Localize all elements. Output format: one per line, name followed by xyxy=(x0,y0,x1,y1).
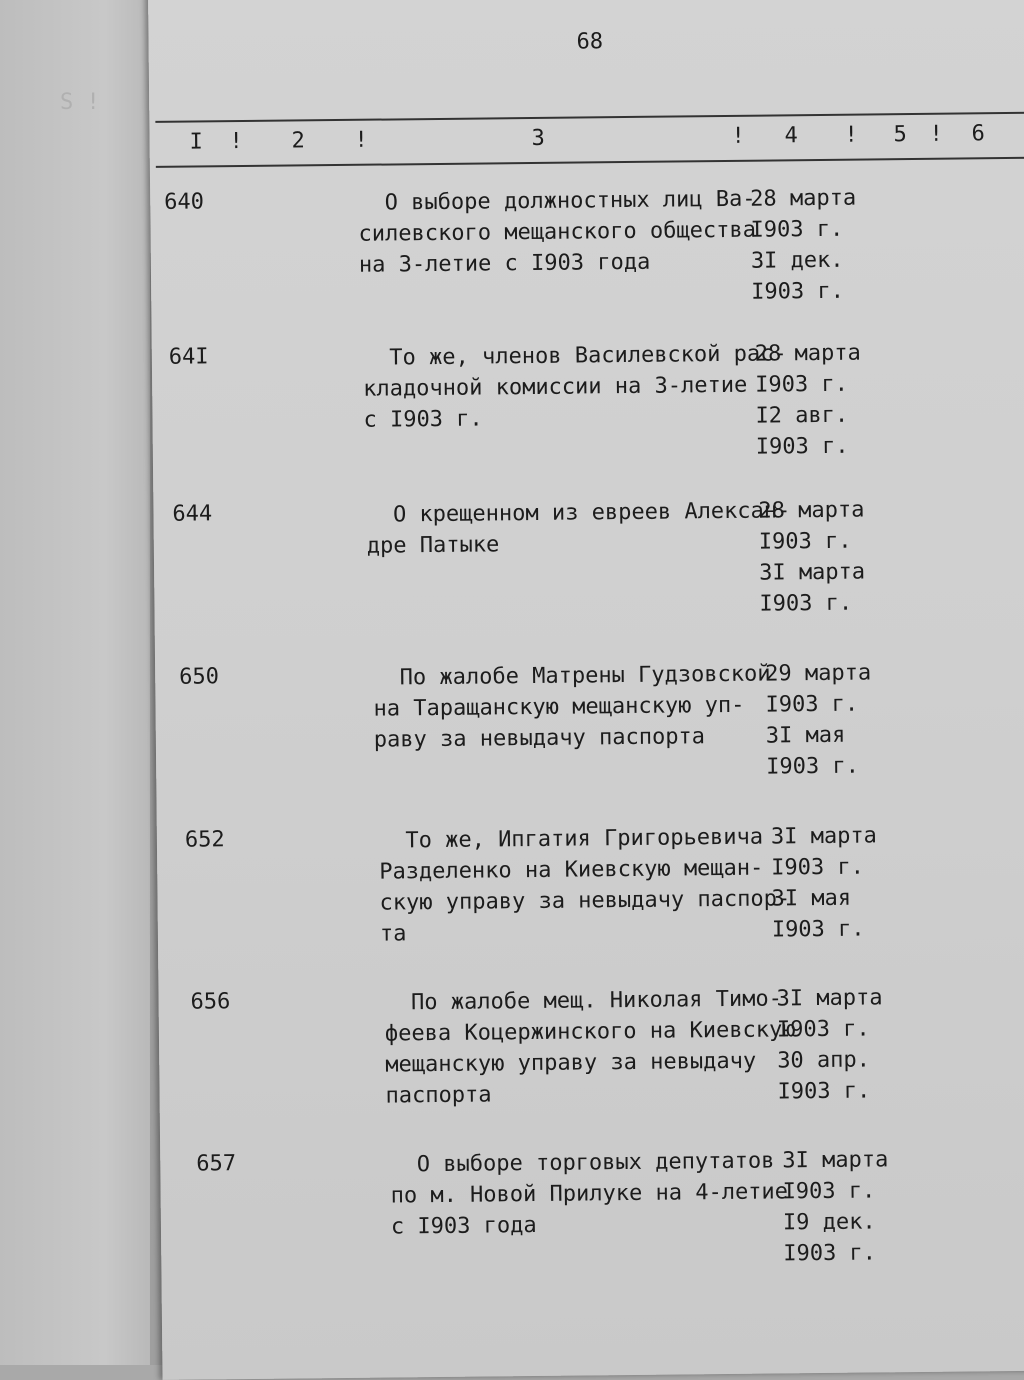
date-line: 29 марта xyxy=(765,660,872,687)
description-line: на 3-летие с I903 года xyxy=(358,249,651,278)
case-number: 657 xyxy=(196,1151,237,1177)
date-line: I903 г. xyxy=(783,1240,877,1267)
column-separator: ! xyxy=(929,121,943,147)
description-line: скую управу за невыдачу паспор- xyxy=(379,886,791,916)
page-number: 68 xyxy=(576,29,604,55)
description-line: раву за невыдачу паспорта xyxy=(373,724,706,753)
date-line: 28 марта xyxy=(758,497,865,524)
description-line: на Таращанскую мещанскую уп- xyxy=(373,692,745,722)
case-number: 656 xyxy=(190,989,231,1015)
case-dates xyxy=(758,494,899,619)
description-line: По жалобе мещ. Николая Тимо- xyxy=(384,986,783,1016)
case-number: 652 xyxy=(184,827,225,853)
date-line: I903 г. xyxy=(765,691,859,718)
date-line: 3I мая xyxy=(771,885,852,912)
date-line: I903 г. xyxy=(766,753,860,780)
column-separator: ! xyxy=(229,129,243,155)
column-separator: ! xyxy=(731,123,745,149)
description-line: То же, Ипгатия Григорьевича xyxy=(378,824,764,854)
date-line: 30 апр. xyxy=(777,1047,871,1074)
case-description xyxy=(358,184,759,281)
column-header-4: 4 xyxy=(784,123,798,149)
date-line: I9 дек. xyxy=(782,1209,876,1236)
description-line: О выборе должностных лиц Ва- xyxy=(358,186,756,216)
date-line: I903 г. xyxy=(782,1178,876,1205)
table-row xyxy=(158,492,1024,651)
description-line: та xyxy=(379,921,407,947)
date-line: I903 г. xyxy=(777,1078,871,1105)
case-number: 640 xyxy=(164,189,205,215)
case-number: 64I xyxy=(168,344,209,370)
description-line: с I903 года xyxy=(390,1212,537,1240)
case-description xyxy=(373,658,774,755)
case-description xyxy=(366,496,791,562)
table-row xyxy=(150,181,1024,340)
description-line: кладочной комиссии на 3-летие xyxy=(363,372,748,402)
case-dates xyxy=(750,182,891,307)
date-line: 3I мая xyxy=(765,722,846,749)
column-header-6: 6 xyxy=(971,121,985,147)
date-line: I2 авг. xyxy=(755,402,849,429)
date-line: 3I марта xyxy=(776,985,883,1012)
case-description xyxy=(384,983,796,1111)
case-dates xyxy=(765,657,906,782)
description-line: феева Коцержинского на Киевскую xyxy=(384,1017,796,1047)
document-page xyxy=(148,0,1024,1380)
date-line: 3I марта xyxy=(759,559,866,586)
description-line: с I903 г. xyxy=(363,406,483,433)
description-line: То же, членов Василевской рас- xyxy=(362,341,787,371)
case-dates xyxy=(771,820,912,945)
case-number: 650 xyxy=(179,664,220,690)
table-row xyxy=(165,655,1024,814)
date-line: I903 г. xyxy=(751,278,845,305)
date-line: I903 г. xyxy=(759,590,853,617)
case-dates xyxy=(755,337,896,462)
column-separator: ! xyxy=(844,122,858,148)
description-line: по м. Новой Прилуке на 4-летие xyxy=(390,1179,789,1209)
description-line: паспорта xyxy=(385,1082,492,1109)
case-description xyxy=(390,1145,791,1242)
column-separator: ! xyxy=(354,127,368,153)
table-row xyxy=(155,336,1024,495)
case-dates xyxy=(782,1144,923,1269)
header-rule-bottom xyxy=(156,157,1024,168)
table-row xyxy=(176,980,1024,1139)
case-description xyxy=(378,821,791,949)
case-dates xyxy=(776,982,917,1107)
faint-mark: S ! xyxy=(60,90,100,115)
column-header-1: I xyxy=(189,129,203,155)
table-row xyxy=(182,1142,1024,1301)
date-line: 3I дек. xyxy=(750,247,844,274)
column-header-2: 2 xyxy=(291,128,305,154)
date-line: I903 г. xyxy=(755,371,849,398)
description-line: Разделенко на Киевскую мещан- xyxy=(379,855,764,885)
case-description xyxy=(362,339,787,436)
date-line: I903 г. xyxy=(771,916,865,943)
description-line: дре Патыке xyxy=(366,532,500,559)
date-line: I903 г. xyxy=(776,1016,870,1043)
date-line: 28 марта xyxy=(750,185,857,212)
case-number: 644 xyxy=(172,501,213,527)
description-line: мещанскую управу за невыдачу xyxy=(385,1048,757,1078)
previous-page-edge xyxy=(0,0,150,1365)
date-line: 28 марта xyxy=(754,340,861,367)
date-line: 3I марта xyxy=(782,1147,889,1174)
date-line: I903 г. xyxy=(771,854,865,881)
description-line: О выборе торговых депутатов xyxy=(390,1148,775,1178)
column-header-5: 5 xyxy=(893,122,907,148)
date-line: I903 г. xyxy=(758,528,852,555)
table-row xyxy=(171,818,1024,977)
description-line: По жалобе Матрены Гудзовской xyxy=(373,661,771,691)
description-line: силевского мещанского общества xyxy=(358,217,757,247)
date-line: I903 г. xyxy=(750,216,844,243)
column-header-3: 3 xyxy=(531,125,545,151)
description-line: О крещенном из евреев Алексан- xyxy=(366,498,791,528)
date-line: 3I марта xyxy=(770,823,877,850)
date-line: I903 г. xyxy=(755,433,849,460)
